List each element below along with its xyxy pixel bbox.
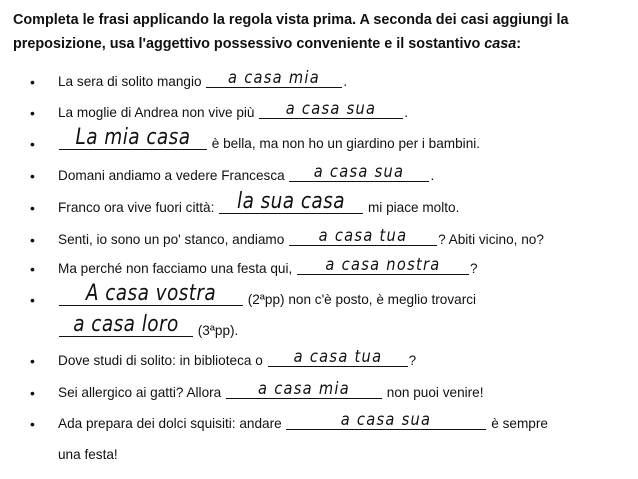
list-item xyxy=(0,189,638,220)
sentence xyxy=(58,189,460,220)
sentence-text: Sei allergico ai gatti? Allora xyxy=(58,385,225,400)
sentence xyxy=(58,312,239,343)
answer-blank[interactable] xyxy=(297,255,469,275)
list-item xyxy=(0,125,638,156)
bullet: • xyxy=(30,168,35,184)
list-item xyxy=(0,412,638,436)
answer-blank[interactable] xyxy=(289,226,437,246)
sentence-text: una festa! xyxy=(58,447,118,462)
bullet: • xyxy=(30,105,35,121)
bullet: • xyxy=(30,353,35,369)
list-item xyxy=(0,164,638,188)
sentence-text: è sempre xyxy=(487,416,548,431)
list-item xyxy=(0,257,638,281)
answer-blank[interactable] xyxy=(59,312,193,337)
handwritten-answer: a casa tua xyxy=(293,347,382,367)
list-item xyxy=(0,70,638,94)
handwritten-answer: a casa sua xyxy=(285,99,377,119)
instructions-italic-word: casa xyxy=(484,36,517,52)
answer-blank[interactable] xyxy=(219,189,363,214)
sentence xyxy=(58,228,544,252)
sentence xyxy=(58,281,477,312)
sentence xyxy=(58,412,548,436)
answer-blank[interactable] xyxy=(59,281,243,306)
list-item-continuation xyxy=(0,312,638,343)
sentence-text: La sera di solito mangio xyxy=(58,74,206,89)
instructions-colon: : xyxy=(516,36,522,52)
instructions-text: Completa le frasi applicando la regola vista prima. A seconda dei casi aggiungi la preposizione, usa l'aggettivo possessivo conveniente e il sostantivo xyxy=(13,12,569,52)
handwritten-answer: a casa loro xyxy=(73,312,179,337)
list-item xyxy=(0,101,638,125)
bullet: • xyxy=(30,200,35,216)
sentence-text: ? xyxy=(470,261,478,276)
sentence-text: non puoi venire! xyxy=(383,385,484,400)
list-item xyxy=(0,381,638,405)
bullet: • xyxy=(30,136,35,152)
sentence-text: (2ªpp) non c'è posto, è meglio trovarci xyxy=(244,292,477,307)
answer-blank[interactable] xyxy=(206,68,342,88)
sentence-text: Franco ora vive fuori città: xyxy=(58,200,219,215)
sentence-text: Senti, io sono un po' stanco, andiamo xyxy=(58,232,289,247)
bullet: • xyxy=(30,416,35,432)
sentence-text: Dove studi di solito: in biblioteca o xyxy=(58,353,267,368)
sentence xyxy=(58,349,416,373)
answer-blank[interactable] xyxy=(259,99,403,119)
sentence-text: . xyxy=(343,74,348,89)
list-item xyxy=(0,228,638,252)
sentence xyxy=(58,70,347,94)
answer-blank[interactable] xyxy=(59,125,207,150)
sentence xyxy=(58,101,408,125)
sentence xyxy=(58,257,478,281)
handwritten-answer: a casa tua xyxy=(318,226,408,246)
handwritten-answer: a casa mia xyxy=(228,68,321,88)
sentence-text: . xyxy=(430,168,435,183)
answer-blank[interactable] xyxy=(226,379,382,399)
list-item xyxy=(0,281,638,312)
sentence-text: mi piace molto. xyxy=(364,200,460,215)
sentence-text: La moglie di Andrea non vive più xyxy=(58,105,259,120)
sentence-text: Ma perché non facciamo una festa qui, xyxy=(58,261,297,276)
bullet: • xyxy=(30,74,35,90)
handwritten-answer: a casa nostra xyxy=(325,255,441,275)
list-item xyxy=(0,349,638,373)
bullet: • xyxy=(30,232,35,248)
answer-blank[interactable] xyxy=(289,162,429,182)
sentence-text: ? xyxy=(408,353,417,368)
answer-blank[interactable] xyxy=(268,347,408,367)
sentence-text: Domani andiamo a vedere Francesca xyxy=(58,168,289,183)
sentence xyxy=(58,125,481,156)
sentence-text: è bella, ma non ho un giardino per i bambini. xyxy=(208,136,481,151)
handwritten-answer: a casa sua xyxy=(341,410,432,430)
sentence-text: Ada prepara dei dolci squisiti: andare xyxy=(58,416,286,431)
handwritten-answer: a casa sua xyxy=(314,162,405,182)
bullet: • xyxy=(30,292,35,308)
bullet: • xyxy=(30,385,35,401)
sentence-text: . xyxy=(404,105,409,120)
sentence xyxy=(58,164,434,188)
bullet: • xyxy=(30,261,35,277)
sentence xyxy=(58,443,118,467)
answer-blank[interactable] xyxy=(286,410,486,430)
list-item-continuation xyxy=(0,443,638,467)
handwritten-answer: a casa mia xyxy=(258,379,350,399)
sentence-text: (3ªpp). xyxy=(194,323,239,338)
sentence xyxy=(58,381,484,405)
sentence-text: ? Abiti vicino, no? xyxy=(438,232,544,247)
handwritten-answer: la sua casa xyxy=(237,189,346,214)
handwritten-answer: A casa vostra xyxy=(85,281,217,306)
handwritten-answer: La mia casa xyxy=(75,125,191,150)
